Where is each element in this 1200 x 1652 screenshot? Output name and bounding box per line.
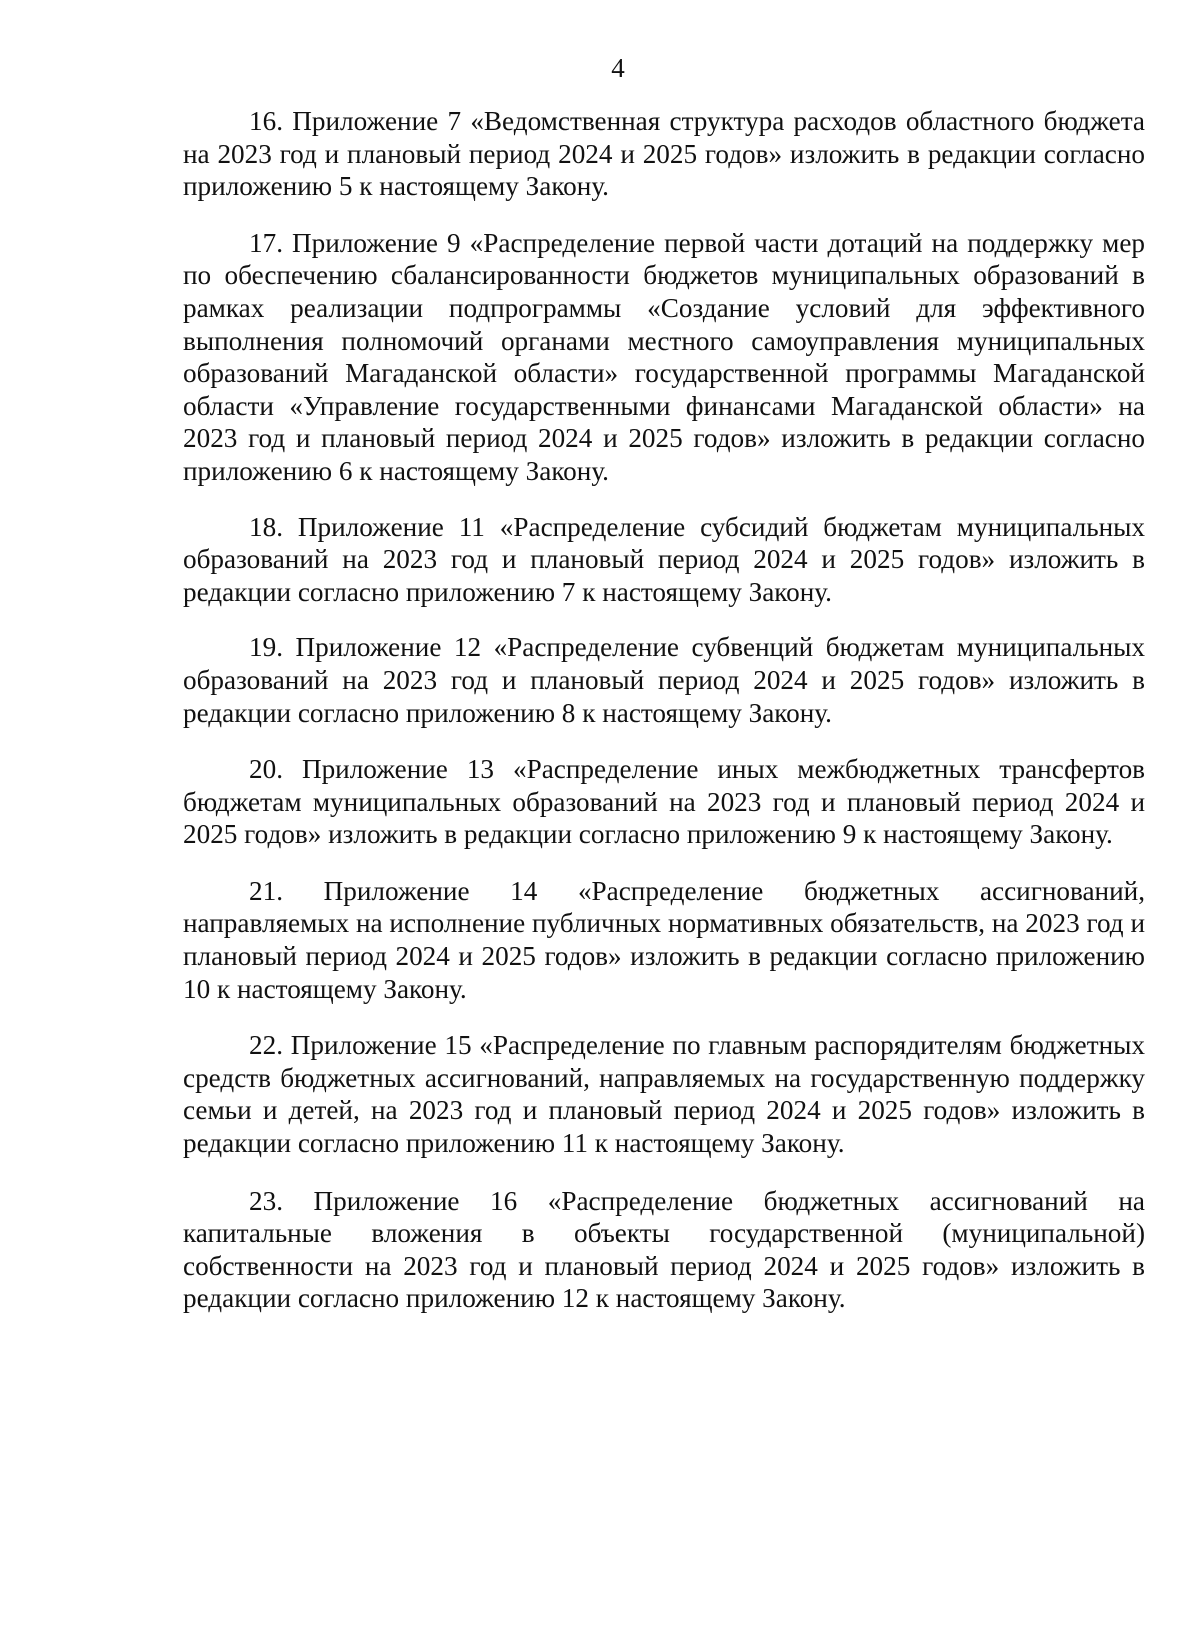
paragraph-23 bbox=[183, 1185, 1145, 1315]
paragraph-17 bbox=[183, 227, 1145, 488]
paragraph-text: Приложение 13 «Распределение иных межбюджетных трансфертов бюджетам муниципальных образований на 2023 год и плановый период 2024 и 2025 годов» изложить в редакции согласно приложению 9 к настоящему Закону. bbox=[183, 754, 1145, 850]
paragraph-number: 17. bbox=[249, 227, 283, 258]
paragraph-number: 23. bbox=[249, 1185, 283, 1216]
paragraph-number: 16. bbox=[249, 106, 283, 136]
paragraph-number: 18. bbox=[249, 511, 283, 542]
paragraph-text: Приложение 16 «Распределение бюджетных ассигнований на капитальные вложения в объекты государственной (муниципальной) собственности на 2023 год и плановый период 2024 и 2025 годов» изложить в редакции согласно приложению 12 к настоящему Закону. bbox=[183, 1185, 1145, 1314]
paragraph-number: 21. bbox=[249, 875, 283, 906]
paragraph-number: 22. bbox=[249, 1030, 283, 1061]
paragraph-text: Приложение 9 «Распределение первой части дотаций на поддержку мер по обеспечению сбалансированности бюджетов муниципальных образований в рамках реализации подпрограммы «Создание условий для эффективного выполнения полномочий органами местного самоуправления муниципальных образований Магаданской области» государственной программы Магаданской области «Управление государственными финансами Магаданской области» на 2023 год и плановый период 2024 и 2025 годов» изложить в редакции согласно приложению 6 к настоящему Закону. bbox=[183, 227, 1146, 486]
paragraph-19 bbox=[183, 631, 1145, 729]
paragraph-text: Приложение 15 «Распределение по главным распорядителям бюджетных средств бюджетных ассигнований, направляемых на государственную поддержку семьи и детей, на 2023 год и плановый период 2024 и 2025 годов» изложить в редакции согласно приложению 11 к настоящему Закону. bbox=[183, 1030, 1145, 1159]
paragraph-text: Приложение 12 «Распределение субвенций бюджетам муниципальных образований на 2023 год и плановый период 2024 и 2025 годов» изложить в редакции согласно приложению 8 к настоящему Закону. bbox=[183, 632, 1146, 728]
paragraph-number: 19. bbox=[249, 632, 283, 663]
paragraph-21 bbox=[183, 875, 1145, 1005]
paragraph-20 bbox=[183, 753, 1145, 851]
paragraph-16 bbox=[183, 105, 1145, 203]
document-body bbox=[183, 105, 1145, 1315]
paragraph-22 bbox=[183, 1029, 1145, 1159]
paragraph-number: 20. bbox=[249, 754, 283, 785]
paragraph-text: Приложение 11 «Распределение субсидий бюджетам муниципальных образований на 2023 год и плановый период 2024 и 2025 годов» изложить в редакции согласно приложению 7 к настоящему Закону. bbox=[183, 511, 1146, 607]
page-number: 4 bbox=[611, 53, 625, 83]
paragraph-text: Приложение 14 «Распределение бюджетных ассигнований, направляемых на исполнение публичных нормативных обязательств, на 2023 год и плановый период 2024 и 2025 годов» изложить в редакции согласно приложению 10 к настоящему Закону. bbox=[183, 875, 1145, 1004]
paragraph-18 bbox=[183, 511, 1145, 609]
paragraph-text: Приложение 7 «Ведомственная структура расходов областного бюджета на 2023 год и плановый период 2024 и 2025 годов» изложить в редакции согласно приложению 5 к настоящему Закону. bbox=[183, 106, 1146, 202]
